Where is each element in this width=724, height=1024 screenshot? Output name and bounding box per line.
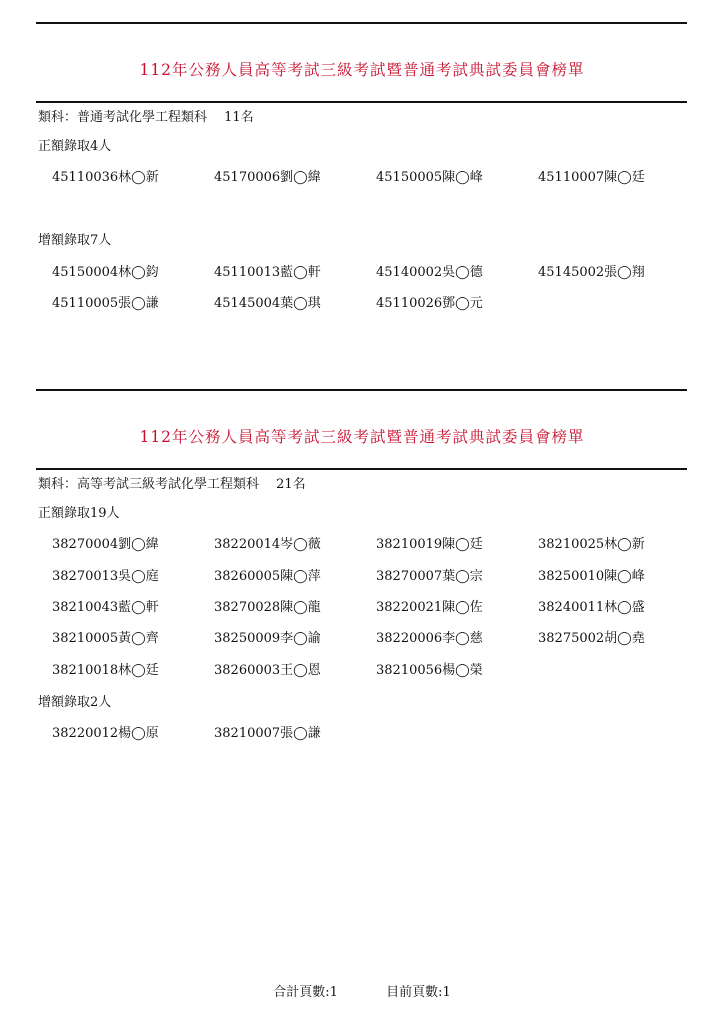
total-pages: 合計頁數:1 <box>273 985 338 1000</box>
section-2-top-rule <box>36 389 687 391</box>
list-item: 45110036林◯新 <box>52 170 159 185</box>
list-item: 45150005陳◯峰 <box>376 170 483 185</box>
list-item: 38260003王◯恩 <box>214 663 321 678</box>
list-item: 38210019陳◯廷 <box>376 537 483 552</box>
list-item: 45110013藍◯軒 <box>214 265 321 280</box>
list-item: 38270004劉◯緯 <box>52 537 159 552</box>
section-2-header-rule <box>36 468 687 470</box>
list-item: 45145002張◯翔 <box>538 265 645 280</box>
list-item: 38220006李◯慈 <box>376 631 483 646</box>
list-item: 45110007陳◯廷 <box>538 170 645 185</box>
list-item: 38270028陳◯龍 <box>214 600 321 615</box>
list-item: 38260005陳◯萍 <box>214 569 321 584</box>
list-item: 45170006劉◯緯 <box>214 170 321 185</box>
list-item: 38270007葉◯宗 <box>376 569 483 584</box>
list-item: 38210018林◯廷 <box>52 663 159 678</box>
section-2-title: 112年公務人員高等考試三級考試暨普通考試典試委員會榜單 <box>139 428 585 446</box>
list-item: 45110005張◯謙 <box>52 296 159 311</box>
section-2-group-2-label: 增額錄取2人 <box>38 695 112 710</box>
section-1-group-1-label: 正額錄取4人 <box>38 139 112 154</box>
list-item: 38220021陳◯佐 <box>376 600 483 615</box>
current-page: 目前頁數:1 <box>386 985 451 1000</box>
list-item: 38240011林◯盛 <box>538 600 645 615</box>
section-1-top-rule <box>36 22 687 24</box>
list-item: 45150004林◯鈞 <box>52 265 159 280</box>
page-footer <box>0 981 724 1000</box>
list-item: 45110026鄧◯元 <box>376 296 483 311</box>
list-item: 45145004葉◯琪 <box>214 296 321 311</box>
section-2-category: 類科：高等考試三級考試化學工程類科 21名 <box>38 477 306 492</box>
list-item: 38210025林◯新 <box>538 537 645 552</box>
list-item: 45140002吳◯德 <box>376 265 483 280</box>
list-item: 38220012楊◯原 <box>52 726 159 741</box>
section-1-header-rule <box>36 101 687 103</box>
list-item: 38275002胡◯堯 <box>538 631 645 646</box>
list-item: 38270013吳◯庭 <box>52 569 159 584</box>
list-item: 38250010陳◯峰 <box>538 569 645 584</box>
section-1-category: 類科：普通考試化學工程類科 11名 <box>38 110 254 125</box>
list-item: 38250009李◯諭 <box>214 631 321 646</box>
list-item: 38210007張◯謙 <box>214 726 321 741</box>
list-item: 38210005黃◯齊 <box>52 631 159 646</box>
list-item: 38210043藍◯軒 <box>52 600 159 615</box>
section-2-group-1-label: 正額錄取19人 <box>38 506 120 521</box>
list-item: 38220014岑◯薇 <box>214 537 321 552</box>
list-item: 38210056楊◯榮 <box>376 663 483 678</box>
section-1-group-2-label: 增額錄取7人 <box>38 233 112 248</box>
section-1-title: 112年公務人員高等考試三級考試暨普通考試典試委員會榜單 <box>139 61 585 79</box>
